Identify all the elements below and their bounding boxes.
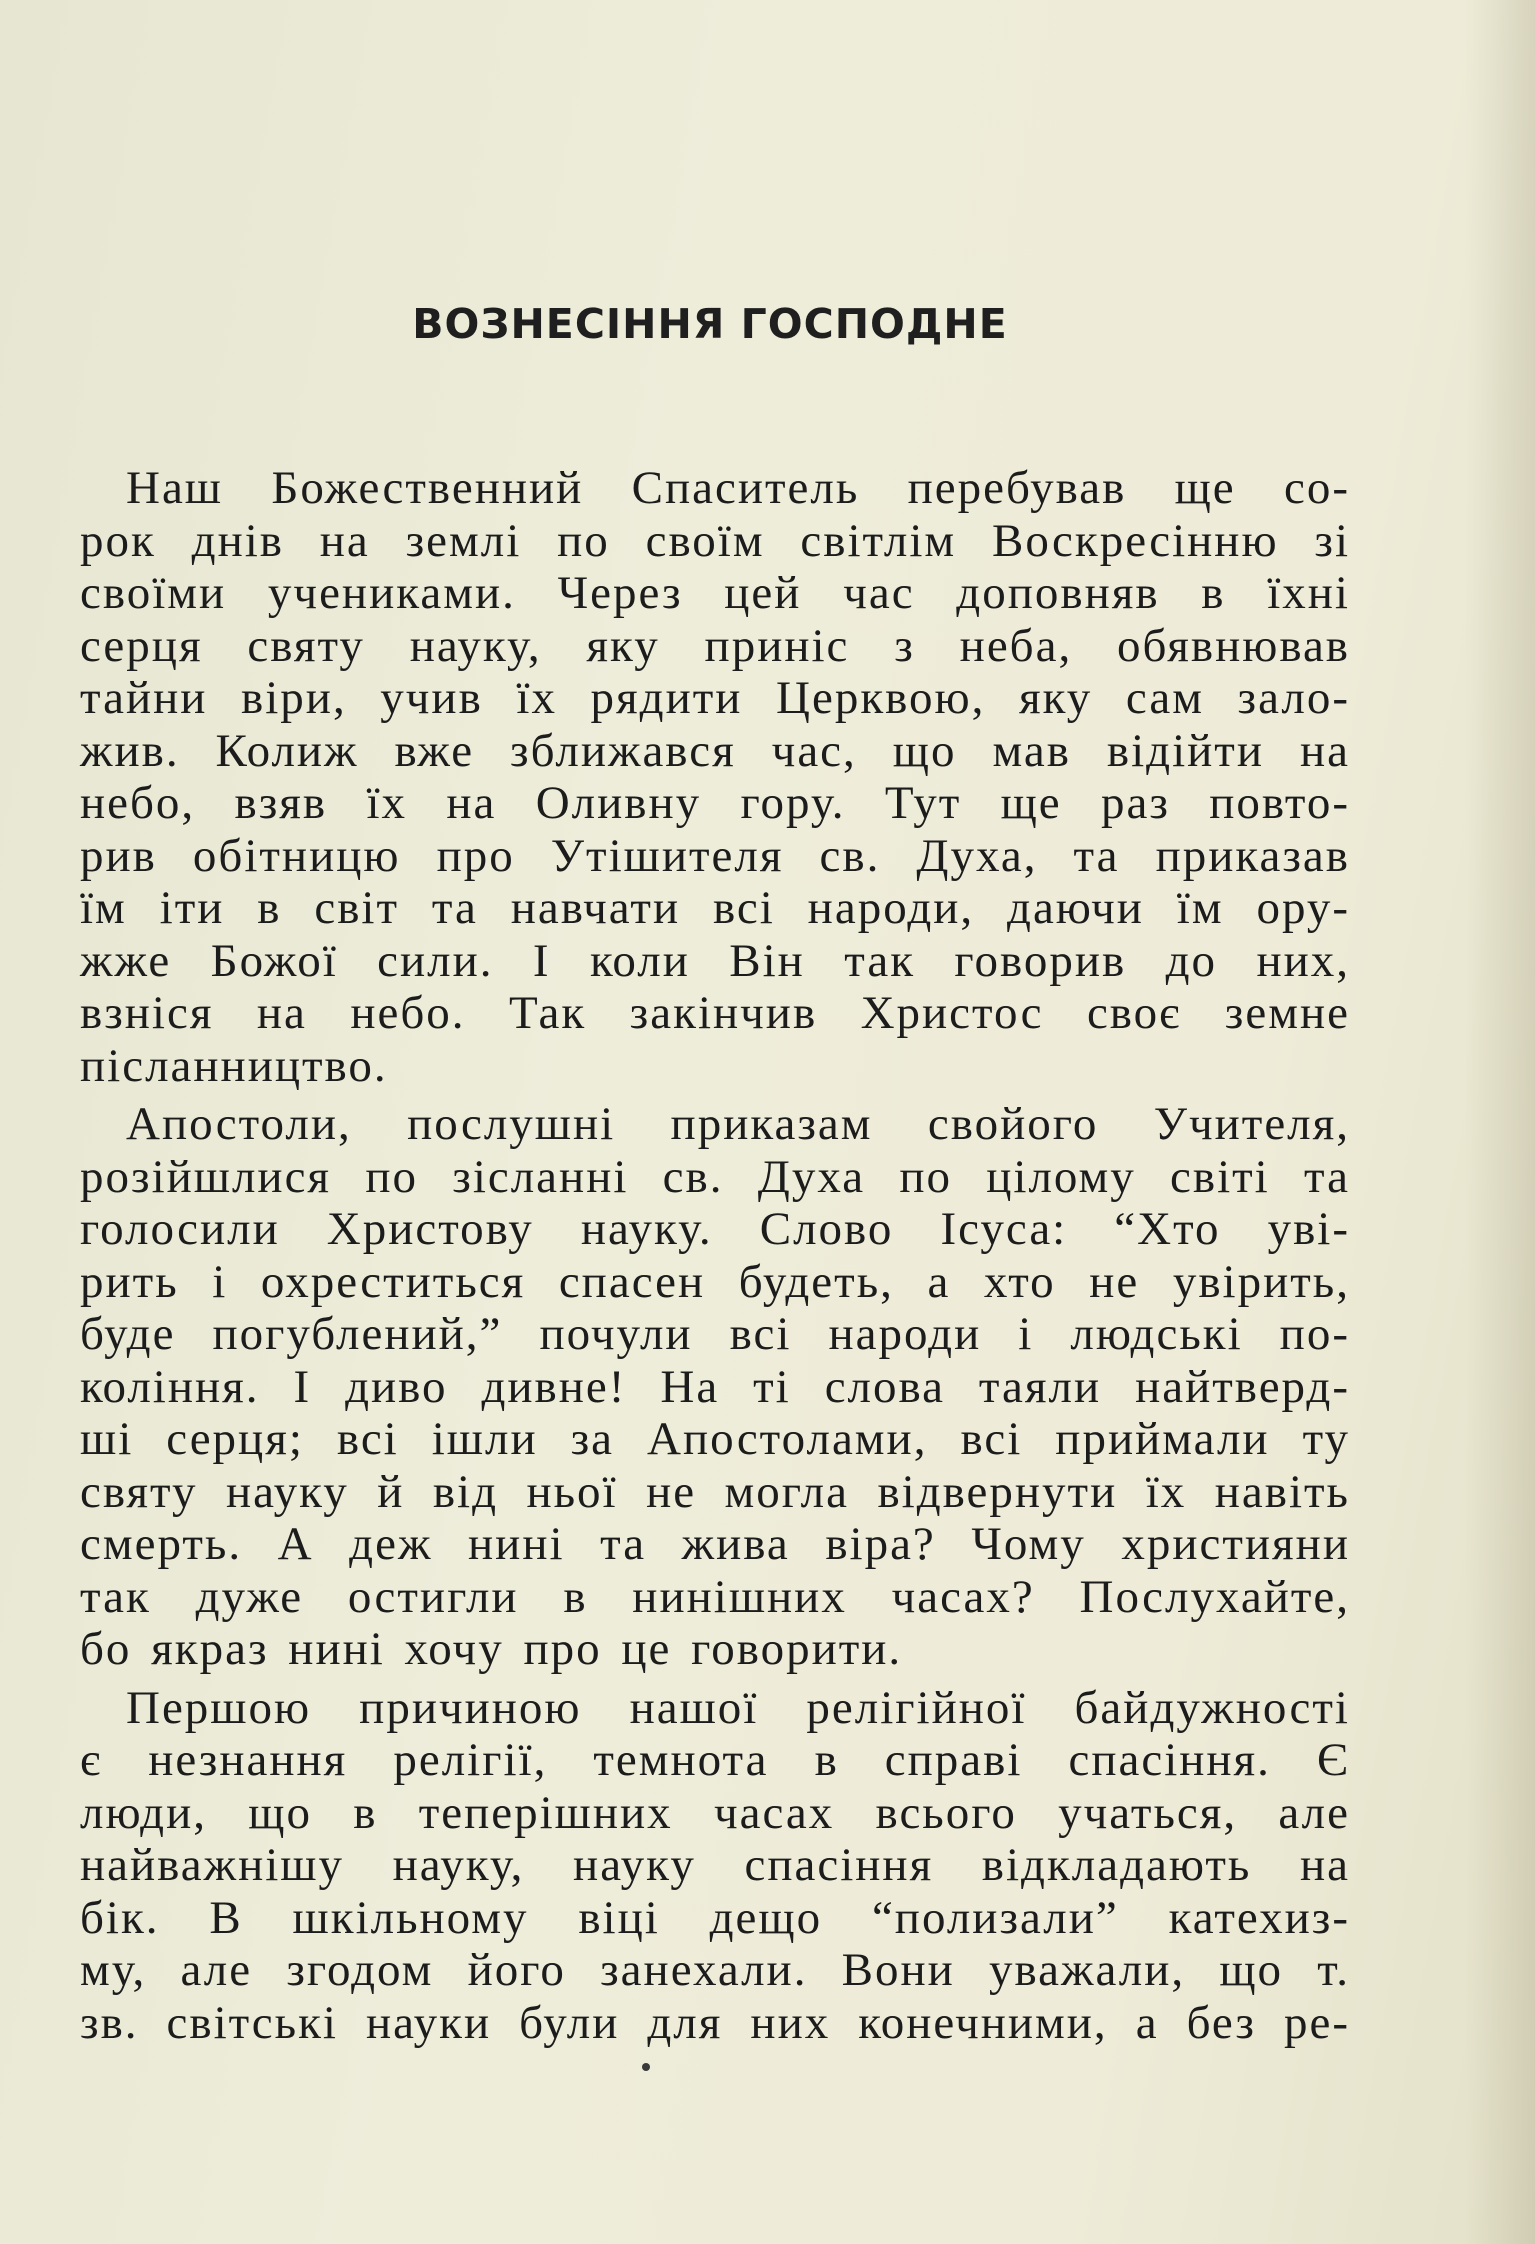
- text-line: бо якраз нині хочу про це говорити.: [80, 1623, 903, 1675]
- page-title: ВОЗНЕСІННЯ ГОСПОДНЕ: [412, 300, 1008, 348]
- text-line: святу науку й від ньої не могла відвернути їх навіть: [80, 1465, 1350, 1518]
- text-line: Апостоли, послушні приказам свойого Учителя,: [126, 1098, 1350, 1150]
- text-line: Наш Божественний Спаситель перебував ще со-: [126, 462, 1350, 514]
- text-line: так дуже остигли в нинішних часах? Послухайте,: [80, 1570, 1350, 1623]
- text-line: рок днів на землі по своїм світлім Воскресінню зі: [80, 514, 1350, 567]
- text-line: взніся на небо. Так закінчив Христос своє земне: [80, 987, 1350, 1039]
- text-line: Першою причиною нашої релігійної байдужності: [126, 1681, 1350, 1734]
- text-line: жже Божої сили. І коли Він так говорив до них,: [80, 934, 1350, 987]
- text-line: рив обітницю про Утішителя св. Духа, та приказав: [80, 829, 1350, 882]
- text-line: му, але згодом його занехали. Вони уважали, що т.: [80, 1944, 1350, 1996]
- text-line: рить і охреститься спасен будеть, а хто не увірить,: [80, 1255, 1350, 1308]
- text-line: бік. В шкільному віці дещо “полизали” катехиз-: [80, 1891, 1350, 1944]
- text-line: смерть. А деж нині та жива віра? Чому християни: [80, 1518, 1350, 1570]
- text-line: їм іти в світ та навчати всі народи, даючи їм ору-: [80, 882, 1350, 934]
- text-line: післанництво.: [80, 1039, 388, 1092]
- body-text: [80, 462, 1350, 2055]
- text-line: буде погублений,” почули всі народи і людські по-: [80, 1308, 1350, 1360]
- text-line: люди, що в теперішних часах всього учаться, але: [80, 1786, 1350, 1839]
- text-line: тайни віри, учив їх рядити Церквою, яку сам зало-: [80, 672, 1350, 724]
- text-line: небо, взяв їх на Оливну гору. Тут ще раз повто-: [80, 777, 1350, 829]
- text-line: розійшлися по зісланні св. Духа по цілому світі та: [80, 1150, 1350, 1203]
- text-line: жив. Колиж вже зближався час, що мав відійти на: [80, 724, 1350, 777]
- text-line: найважнішу науку, науку спасіння відкладають на: [80, 1839, 1350, 1891]
- text-line: є незнання релігії, темнота в справі спасіння. Є: [80, 1734, 1350, 1786]
- text-line: голосили Христову науку. Слово Ісуса: “Хто уві-: [80, 1203, 1350, 1255]
- paragraph: [80, 1098, 1350, 1676]
- text-line: зв. світські науки були для них конечними, а без ре-: [80, 1996, 1350, 2049]
- page-mark-dot: [642, 2063, 650, 2071]
- paragraph: [80, 462, 1350, 1092]
- text-line: серця святу науку, яку приніс з неба, обявнював: [80, 619, 1350, 672]
- text-line: ші серця; всі ішли за Апостолами, всі приймали ту: [80, 1413, 1350, 1465]
- text-line: своїми учениками. Через цей час доповняв в їхні: [80, 567, 1350, 619]
- text-line: коління. І диво дивне! На ті слова таяли найтверд-: [80, 1360, 1350, 1413]
- page-edge-shadow: [1465, 0, 1535, 2244]
- paragraph: [80, 1682, 1350, 2050]
